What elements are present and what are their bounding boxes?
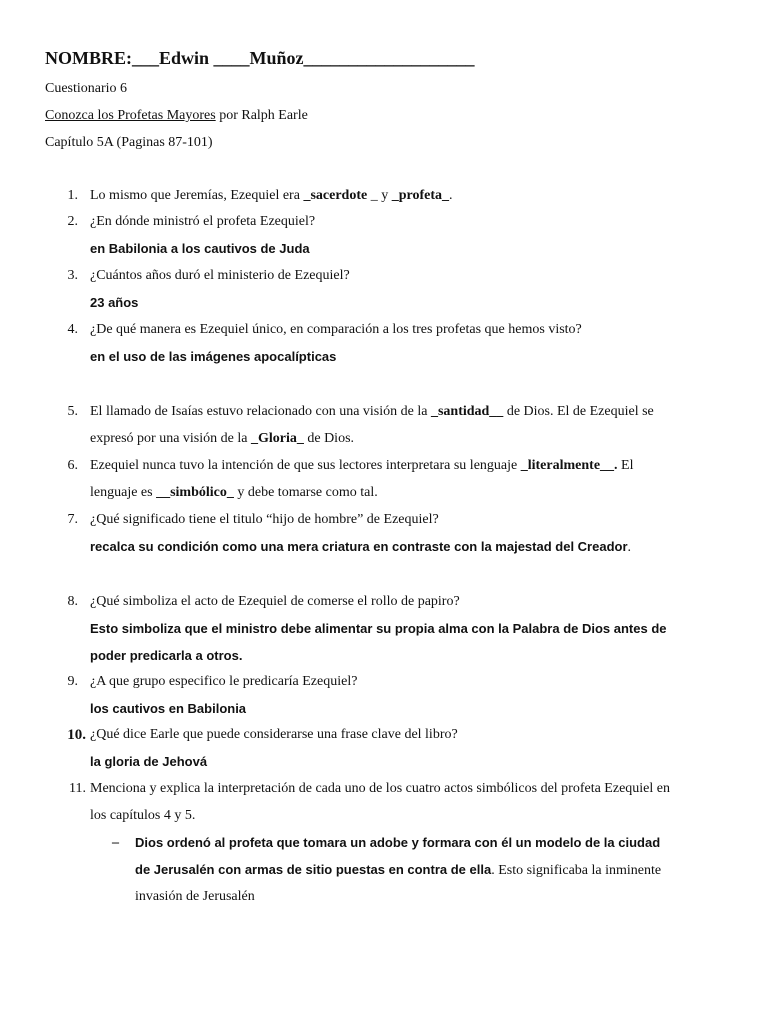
question-1-text: [90, 187, 453, 205]
question-9-text: ¿A que grupo especifico le predicaría Ezequiel?: [90, 674, 358, 689]
question-7-answer: [90, 538, 631, 557]
question-6-text-line1: [90, 457, 633, 475]
question-number: 5.: [67, 404, 78, 419]
question-text: El: [617, 458, 634, 473]
question-8-answer-line2: poder predicarla a otros.: [90, 648, 243, 663]
question-number: 11.: [69, 781, 86, 796]
question-11-answer-line1: Dios ordenó al profeta que tomara un adobe y formara con él un modelo de la ciudad: [135, 835, 661, 850]
answer-blank: _sacerdote: [303, 188, 368, 203]
question-11-text-line1: Menciona y explica la interpretación de cada uno de los cuatro actos simbólicos del profeta Ezequiel en: [90, 781, 670, 796]
answer-blank: _literalmente__.: [520, 458, 618, 473]
answer-blank: _santidad__: [430, 404, 504, 419]
question-number: 6.: [67, 458, 78, 473]
question-10-answer: la gloria de Jehová: [90, 754, 208, 769]
question-text: expresó por una visión de la: [90, 431, 251, 446]
answer-explanation: . Esto significaba la inminente: [491, 863, 662, 878]
question-number: 9.: [67, 674, 78, 689]
question-number: 7.: [67, 512, 78, 527]
question-number: 4.: [67, 322, 78, 337]
question-4-answer: en el uso de las imágenes apocalípticas: [90, 349, 337, 364]
bullet-dash: –: [112, 835, 119, 850]
question-text: El llamado de Isaías estuvo relacionado con una visión de la: [90, 404, 431, 419]
quiz-label: Cuestionario 6: [45, 81, 128, 96]
question-text: Ezequiel nunca tuvo la intención de que sus lectores interpretara su lenguaje: [90, 458, 521, 473]
question-4-text: ¿De qué manera es Ezequiel único, en comparación a los tres profetas que hemos visto?: [90, 322, 582, 337]
answer-punctuation: .: [627, 540, 632, 555]
book-reference: [45, 107, 308, 125]
question-text: de Dios.: [303, 431, 355, 446]
question-11-answer-line3: invasión de Jerusalén: [135, 889, 255, 904]
question-3-text: ¿Cuántos años duró el ministerio de Ezequiel?: [90, 268, 350, 283]
book-title: Conozca los Profetas Mayores: [45, 108, 216, 123]
question-5-text-line1: [90, 403, 654, 421]
question-text: y debe tomarse como tal.: [233, 485, 378, 500]
question-text: .: [449, 188, 453, 203]
answer-blank: _profeta_: [391, 188, 449, 203]
question-11-text-line2: los capítulos 4 y 5.: [90, 808, 196, 823]
chapter-label: Capítulo 5A (Paginas 87-101): [45, 135, 213, 150]
question-11-answer-line2: [135, 861, 661, 880]
question-3-answer: 23 años: [90, 295, 139, 310]
question-9-answer: los cautivos en Babilonia: [90, 701, 247, 716]
question-8-text: ¿Qué simboliza el acto de Ezequiel de comerse el rollo de papiro?: [90, 594, 460, 609]
question-number: 1.: [67, 188, 78, 203]
question-2-text: ¿En dónde ministró el profeta Ezequiel?: [90, 214, 316, 229]
question-number: 10.: [67, 727, 86, 743]
answer-text: recalca su condición como una mera criatura en contraste con la majestad del Creador: [90, 539, 628, 554]
question-text: de Dios. El de Ezequiel se: [503, 404, 654, 419]
question-7-text: ¿Qué significado tiene el titulo “hijo de hombre” de Ezequiel?: [90, 512, 439, 527]
answer-blank: _Gloria_: [250, 431, 304, 446]
question-6-text-line2: [90, 484, 378, 502]
answer-blank: __simbólico_: [156, 485, 234, 500]
question-5-text-line2: [90, 430, 354, 448]
book-author: por Ralph Earle: [215, 108, 308, 123]
answer-text: de Jerusalén con armas de sitio puestas en contra de ella: [135, 862, 492, 877]
question-2-answer: en Babilonia a los cautivos de Juda: [90, 241, 310, 256]
question-10-text: ¿Qué dice Earle que puede considerarse una frase clave del libro?: [90, 727, 458, 742]
question-text: _ y: [367, 188, 392, 203]
question-text: lenguaje es: [90, 485, 157, 500]
question-8-answer-line1: Esto simboliza que el ministro debe alimentar su propia alma con la Palabra de Dios antes de: [90, 621, 667, 636]
student-name-line: NOMBRE:___Edwin ____Muñoz___________________: [45, 48, 475, 68]
question-number: 3.: [67, 268, 78, 283]
question-number: 8.: [67, 594, 78, 609]
question-number: 2.: [67, 214, 78, 229]
question-text: Lo mismo que Jeremías, Ezequiel era: [90, 188, 304, 203]
